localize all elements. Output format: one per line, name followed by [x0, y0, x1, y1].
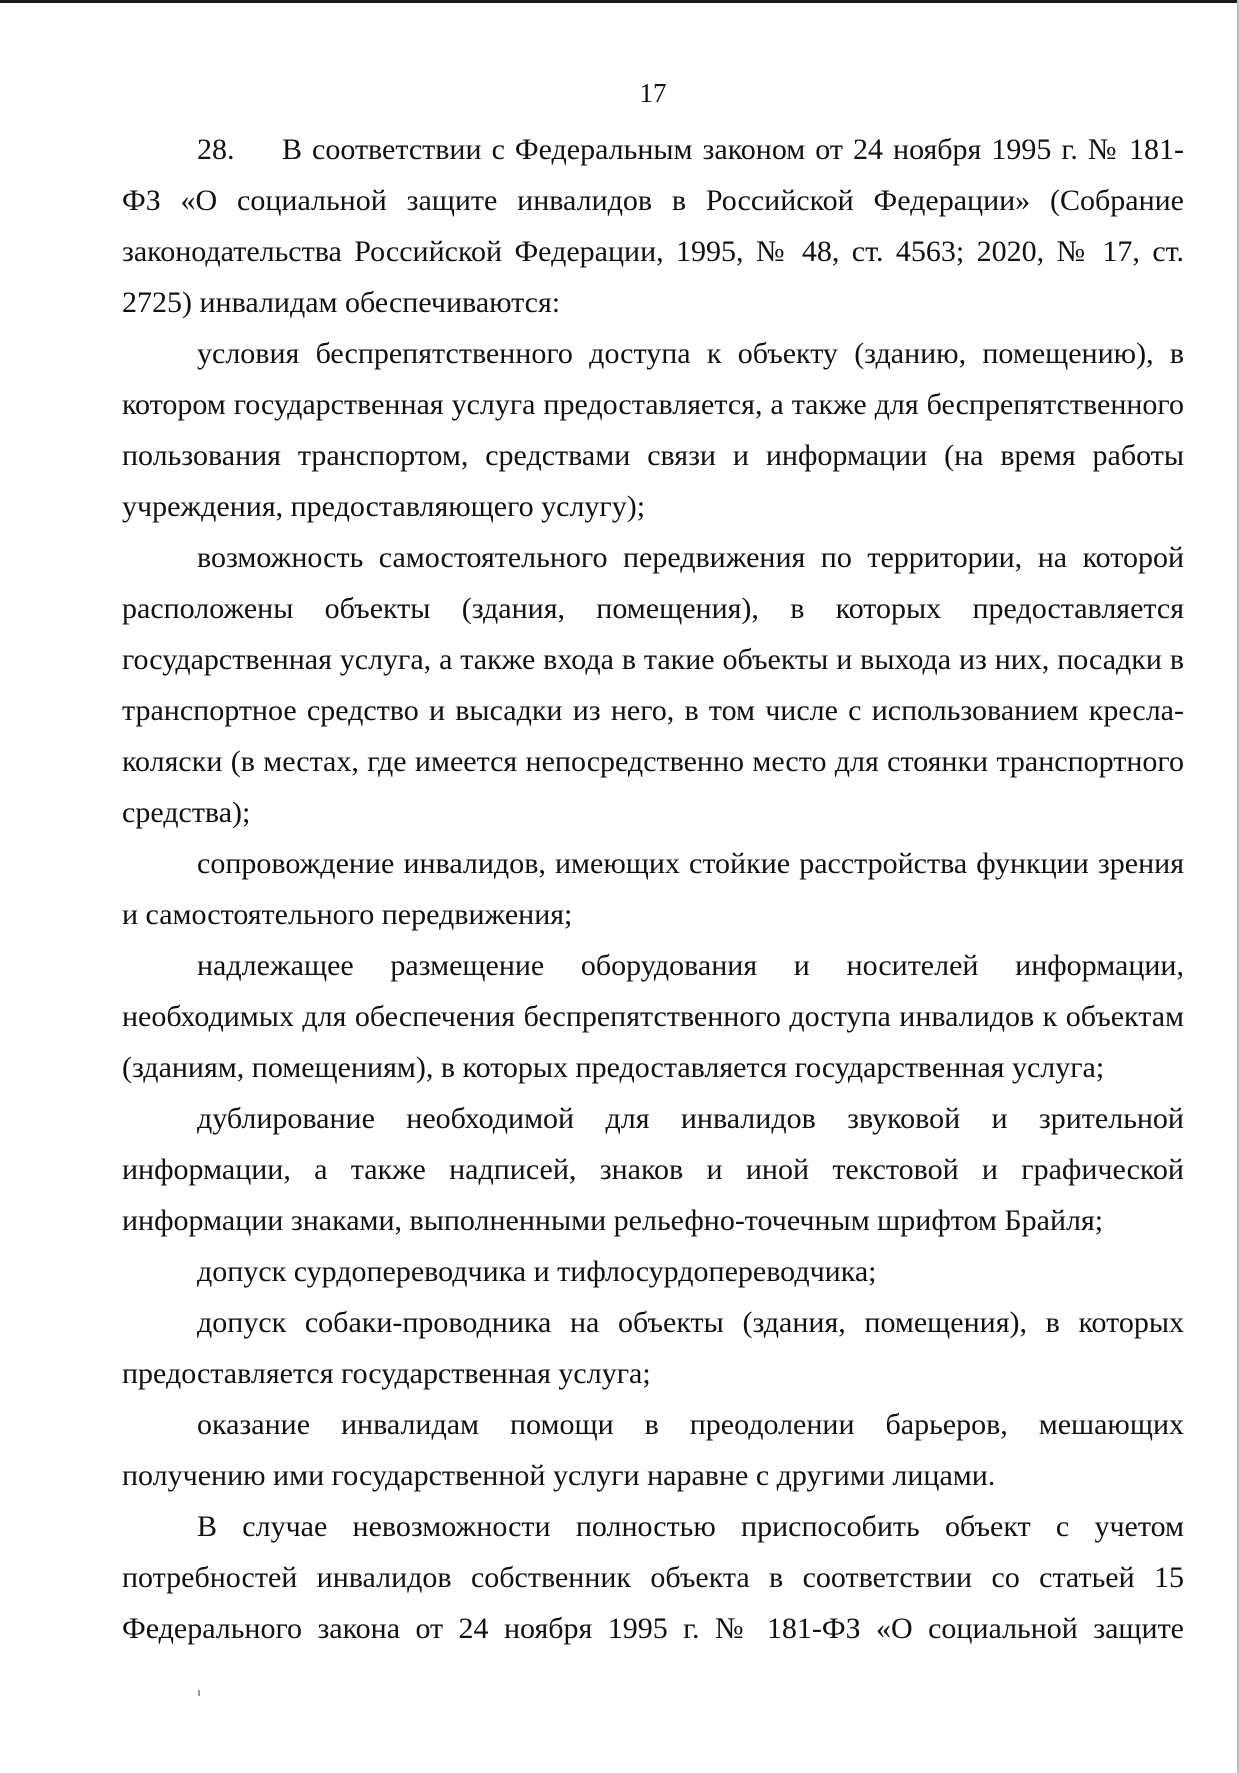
- paragraph-impossibility-case: В случае невозможности полностью приспособить объект с учетом потребностей инвалидов собственник объекта в соответствии со статьей 15 Федерального закона от 24 ноября 1995 г. № 181-ФЗ «О социальной защите: [122, 1510, 1184, 1645]
- list-item-information-duplication: дублирование необходимой для инвалидов звуковой и зрительной информации, а также надписей, знаков и иной текстовой и графической информации знаками, выполненными рельефно-точечным шрифтом Брайля;: [122, 1102, 1184, 1237]
- list-item-escort: сопровождение инвалидов, имеющих стойкие расстройства функции зрения и самостоятельного передвижения;: [122, 847, 1184, 931]
- list-item-equipment-placement: надлежащее размещение оборудования и носителей информации, необходимых для обеспечения беспрепятственного доступа инвалидов к объектам (зданиям, помещениям), в которых предоставляется государственная услуга;: [122, 949, 1184, 1084]
- scan-speck: [198, 1690, 200, 1696]
- paragraph-number: 28.: [197, 133, 235, 166]
- list-item-barrier-assistance: оказание инвалидам помощи в преодолении барьеров, мешающих получению ими государственной услуги наравне с другими лицами.: [122, 1408, 1184, 1492]
- paragraph-28: [122, 124, 1184, 328]
- list-item-sign-interpreter: допуск сурдопереводчика и тифлосурдопереводчика;: [197, 1255, 877, 1288]
- scan-top-edge: [0, 0, 1239, 3]
- list-item-independent-movement: возможность самостоятельного передвижения по территории, на которой расположены объекты (здания, помещения), в которых предоставляется государственная услуга, а также входа в такие объекты и выхода из них, посадки в транспортное средство и высадки из него, в том числе с использованием кресла-коляски (в местах, где имеется непосредственно место для стоянки транспортного средства);: [122, 541, 1184, 829]
- list-item-guide-dog: допуск собаки-проводника на объекты (здания, помещения), в которых предоставляется государственная услуга;: [122, 1306, 1184, 1390]
- list-item-access-conditions: условия беспрепятственного доступа к объекту (зданию, помещению), в котором государственная услуга предоставляется, а также для беспрепятственного пользования транспортом, средствами связи и информации (на время работы учреждения, предоставляющего услугу);: [122, 337, 1184, 523]
- paragraph-text: В соответствии с Федеральным законом от 24 ноября 1995 г. № 181-ФЗ «О социальной защите инвалидов в Российской Федерации» (Собрание законодательства Российской Федерации, 1995, № 48, ст. 4563; 2020, № 17, ст. 2725) инвалидам обеспечиваются:: [122, 133, 1184, 319]
- document-page: [122, 74, 1184, 1654]
- page-number: 17: [639, 78, 667, 108]
